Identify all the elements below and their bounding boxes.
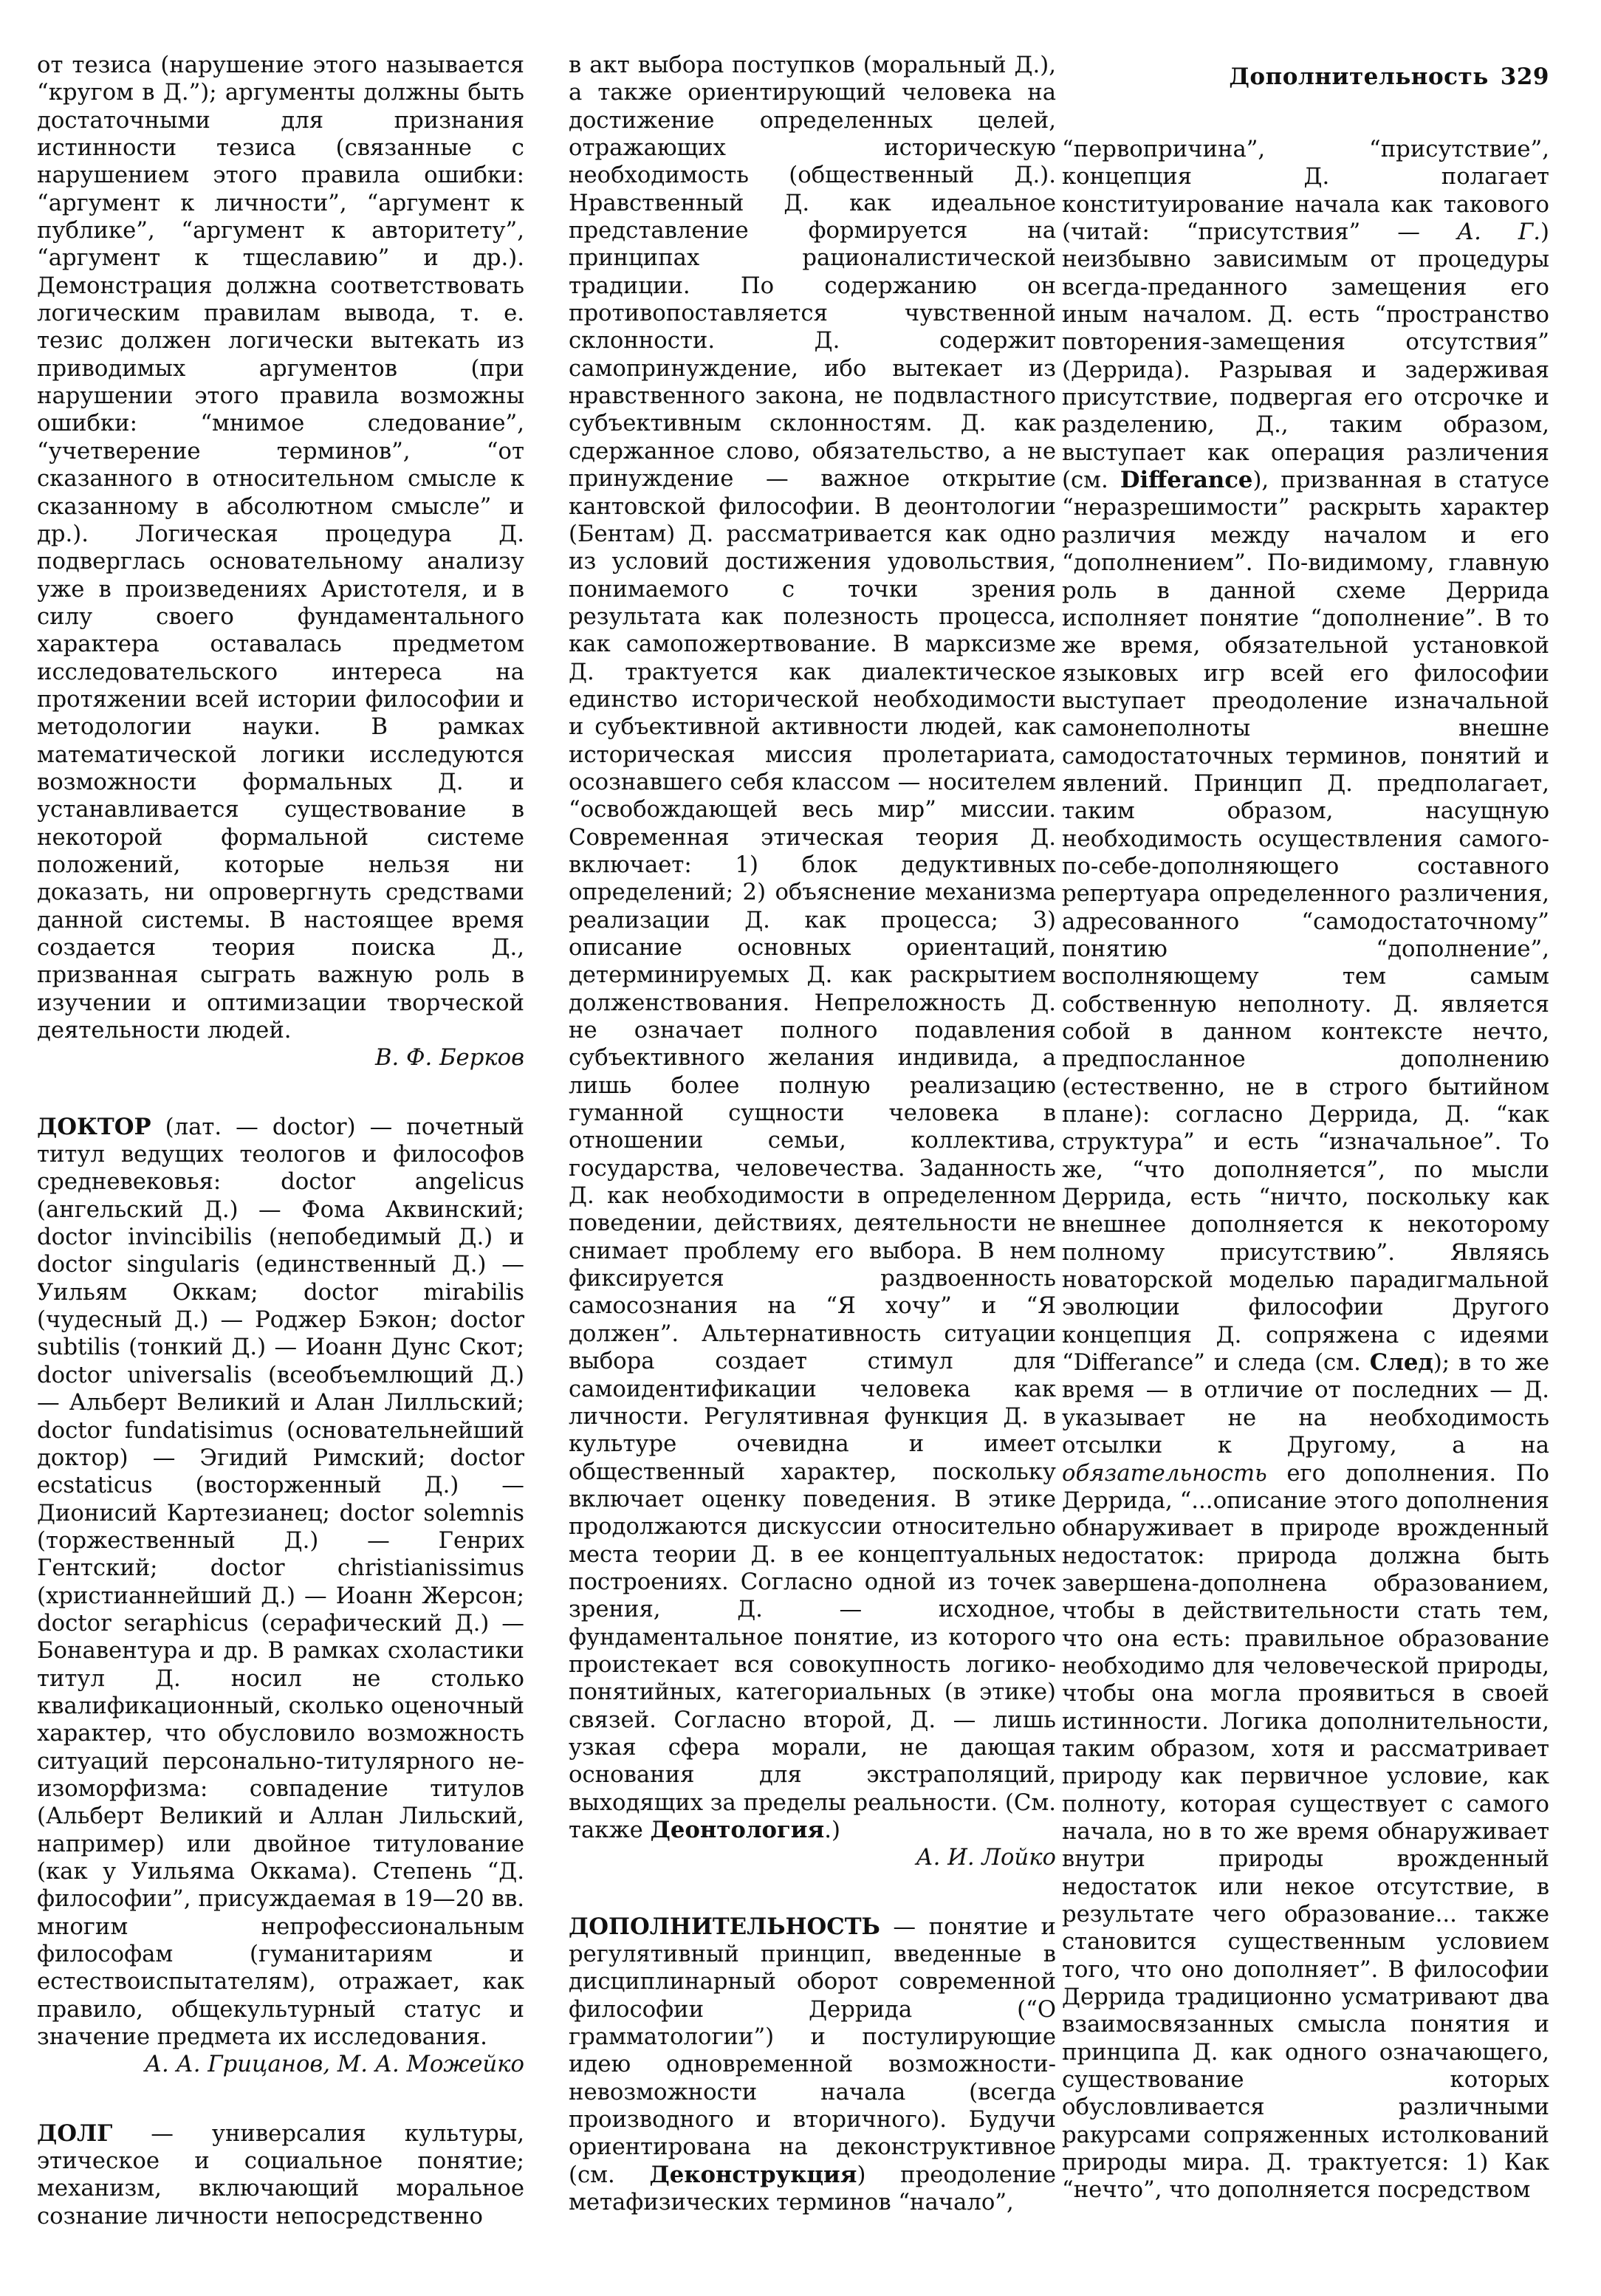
entry-text: — универсалия культуры, этическое и социальное понятие; механизм, включающий моральное сознание личности непосредственно bbox=[37, 2120, 524, 2230]
paragraph-tesis: от тезиса (нарушение этого называется “кругом в Д.”); аргументы должны быть достаточными для признания истинности тезиса (связанные с нарушением этого правила ошибки: “аргумент к личности”, “аргумент к публике”, “аргумент к авторитету”, “аргумент к тщеславию” и др.). Демонстрация должна соответствовать логическим правилам вывода, т. е. тезис должен логически вытекать из приводимых аргументов (при нарушении этого правила возможны ошибки: “мнимое следование”, “учетверение терминов”, “от сказанного в относительном смысле к сказанному в абсолютном смысле” и др.). Логическая процедура Д. подверглась основательному анализу уже в произведениях Аристотеля, и в силу своего фундаментального характера оставалась предметом исследовательского интереса на протяжении всей истории философии и методологии науки. В рамках математической логики исследуются возможности формальных Д. и устанавливается существование в некоторой формальной системе положений, которые нельзя ни доказать, ни опровергнуть средствами данной системы. В настоящее время создается теория поиска Д., призванная сыграть важную роль в изучении и оптимизации творческой деятельности людей. bbox=[37, 52, 524, 1044]
entry-term: ДОКТОР bbox=[37, 1113, 151, 1140]
entry-text: (лат. — doctor) — почетный титул ведущих теологов и философов средневековья: doctor angelicus (ангельский Д.) — Фома Аквинский; doctor invincibilis (непобедимый Д.) и doctor singularis (единственный Д.) — Уильям Оккам; doctor mirabilis (чудесный Д.) — Роджер Бэкон; doctor subtilis (тонкий Д.) — Иоанн Дунс Скот; doctor universalis (всеобъемлющий Д.) — Альберт Великий и Алан Лилльский; doctor fundatisimus (основательнейший доктор) — Эгидий Римский; doctor ecstaticus (восторженный Д.) — Дионисий Картезианец; doctor solemnis (торжественный Д.) — Генрих Гентский; doctor christianissimus (христианнейший Д.) — Иоанн Жерсон; doctor seraphicus (серафический Д.) — Бонавентура и др. В рамках схоластики титул Д. носил не столько квалификационный, сколько оценочный характер, что обусловило возможность ситуаций персонально-титулярного не-изоморфизма: совпадение титулов (Альберт Великий и Аллан Лильский, например) или двойное титулование (как у Уильяма Оккама). Степень “Д. философии”, присуждаемая в 19—20 вв. многим непрофессиональным философам (гуманитариям и естествоиспытателям), отражает, как правило, общекультурный статус и значение предмета их исследования. bbox=[37, 1114, 524, 2051]
emphasis-text: обязательность bbox=[1062, 1460, 1267, 1487]
cross-reference-link[interactable]: След bbox=[1369, 1349, 1433, 1377]
entry-dopolnitelnost bbox=[569, 1913, 1056, 2217]
entry-dolg-continued bbox=[569, 52, 1056, 1844]
entry-text: “первопричина”, “присутствие”, концепция Д. полагает конституирование начала как такового (читай: “присутствия” — bbox=[1062, 137, 1549, 246]
column-3 bbox=[1062, 136, 1549, 2204]
entry-term: ДОЛГ bbox=[37, 2119, 113, 2147]
page-number: 329 bbox=[1500, 64, 1549, 90]
entry-text: ) неизбывно зависимым от процедуры всегда-преданного замещения его иным началом. Д. есть “пространство повторения-замещения отсутствия” (Деррида). Разрывая и задерживая присутствие, подвергая его отсрочке и разделению, Д., таким образом, выступает как операция различения (см. bbox=[1062, 219, 1549, 494]
entry-text: — понятие и регулятивный принцип, введенные в дисциплинарный оборот современной философии Деррида (“О грамматологии”) и постулирующие идею одновременной возможности-невозможности начала (всегда производного и вторичного). Будучи ориентирована на деконструктивное (см. bbox=[569, 1913, 1056, 2188]
cross-reference-link[interactable]: Differance bbox=[1120, 467, 1253, 494]
entry-text: его дополнения. По Деррида, “...описание этого дополнения обнаруживает в природе врожденный недостаток: природа должна быть завершена-дополнена образованием, чтобы в действительности стать тем, что она есть: правильное образование необходимо для человеческой природы, чтобы она могла проявиться в своей истинности. Логика дополнительности, таким образом, хотя и рассматривает природу как первичное условие, как полноту, которая существует с самого начала, но в то же время обнаруживает внутри природы врожденный недостаток или некое отсутствие, в результате чего образование... также становится существенным условием того, что оно дополняет”. В философии Деррида традиционно усматривают два взаимосвязанных смысла понятия и принципа Д. как одного означающего, существование которых обусловливается различными ракурсами сопряженных истолкований природы мира. Д. трактуется: 1) Как “нечто”, что дополняется посредством bbox=[1062, 1460, 1549, 2204]
entry-text: ), призванная в статусе “неразрешимости” раскрыть характер различия между началом и его “дополнением”. По-видимому, главную роль в данной схеме Деррида исполняет понятие “дополнение”. В то же время, обязательной установкой языковых игр всей его философии выступает преодоление изначальной самонеполноты внешне самодостаточных терминов, понятий и явлений. Принцип Д. предполагает, таким образом, насущную необходимость осуществления самого-по-себе-дополняющего составного репертуара определенного различения, адресованного “самодостаточному” понятию “дополнение”, восполняющему тем самым собственную неполноту. Д. является собой в данном контексте нечто, предпосланное дополнению (естественно, не в строго бытийном плане): согласно Деррида, Д. “как структура” и есть “изначальное”. То же, “что дополняется”, по мысли Деррида, есть “ничто, поскольку как внешнее дополняется к некоторому полному присутствию”. Являясь новаторской моделью парадигмальной эволюции философии Другого концепция Д. сопряжена с идеями “Differance” и следа (см. bbox=[1062, 467, 1550, 1377]
entry-text: в акт выбора поступков (моральный Д.), а также ориентирующий человека на достижение определенных целей, отражающих историческую необходимость (общественный Д.). Нравственный Д. как идеальное представление формируется на принципах рационалистической традиции. По содержанию он противопоставляется чувственной склонности. Д. содержит самопринуждение, ибо вытекает из нравственного закона, не подвластного субъективным склонностям. Д. как сдержанное слово, обязательство, а не принуждение — важное открытие кантовской философии. В деонтологии (Бентам) Д. рассматривается как одно из условий достижения удовольствия, понимаемого с точки зрения результата как полезность процесса, как самопожертвование. В марксизме Д. трактуется как диалектическое единство исторической необходимости и субъективной активности людей, как историческая миссия пролетариата, осознавшего себя классом — носителем “освобождающей весь мир” миссии. Современная этическая теория Д. включает: 1) блок дедуктивных определений; 2) объяснение механизма реализации Д. как процесса; 3) описание основных ориентаций, детерминируемых Д. как раскрытием долженствования. Непреложность Д. не означает полного подавления субъективного желания индивида, а лишь более полную реализацию гуманной сущности человека в отношении семьи, коллектива, государства, человечества. Заданность Д. как необходимости в определенном поведении, действиях, деятельности не снимает проблему его выбора. В нем фиксируется раздвоенность самосознания на “Я хочу” и “Я должен”. Альтернативность ситуации выбора создает стимул для самоидентификации человека как личности. Регулятивная функция Д. в культуре очевидна и имеет общественный характер, поскольку включает оценку поведения. В этике продолжаются дискуссии относительно места теории Д. в ее концептуальных построениях. Согласно одной из точек зрения, Д. — исходное, фундаментальное понятие, из которого проистекает вся совокупность логико-понятийных, категориальных (в этике) связей. Согласно второй, Д. — лишь узкая сфера морали, не дающая основания для экстраполяций, выходящих за пределы реальности. (См. также bbox=[569, 52, 1056, 1843]
entry-text: ); в то же время — в отличие от последних — Д. указывает не на необходимость отсылки к Другому, а на bbox=[1062, 1350, 1549, 1459]
author-signature: А. И. Лойко bbox=[916, 1845, 1056, 1871]
cross-reference-link[interactable]: Деонтология bbox=[650, 1817, 825, 1843]
column-2 bbox=[569, 52, 1056, 2216]
column-1 bbox=[37, 52, 524, 2230]
entry-term: ДОПОЛНИТЕЛЬНОСТЬ bbox=[569, 1913, 880, 1940]
header-title: Дополнительность bbox=[1229, 64, 1489, 90]
entry-dopolnitelnost-continued bbox=[1062, 136, 1549, 2204]
entry-text: .) bbox=[824, 1817, 840, 1843]
cross-reference-link[interactable]: Деконструкция bbox=[649, 2161, 857, 2188]
entry-text: ) преодоление метафизических терминов “начало”, bbox=[569, 2162, 1056, 2216]
running-header bbox=[1229, 64, 1549, 90]
entry-dolg bbox=[37, 2120, 524, 2230]
author-initials: А. Г. bbox=[1456, 219, 1541, 246]
author-signature: В. Ф. Берков bbox=[374, 1045, 524, 1072]
author-signature: А. А. Грицанов, М. А. Можейко bbox=[144, 2052, 524, 2078]
entry-doktor bbox=[37, 1114, 524, 2052]
